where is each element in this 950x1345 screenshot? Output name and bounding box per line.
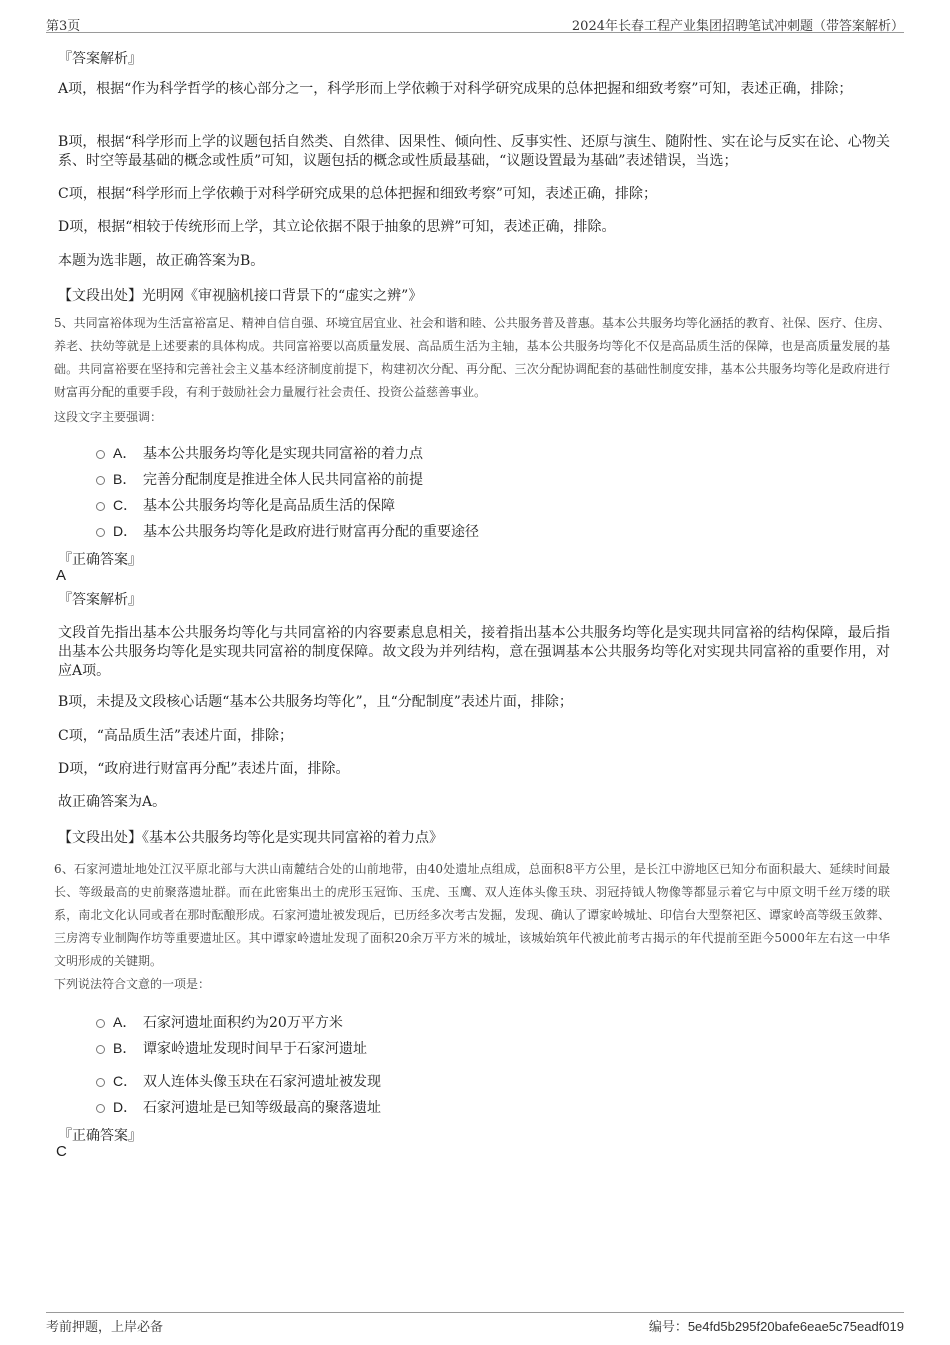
option-text: 基本公共服务均等化是实现共同富裕的着力点 — [143, 446, 423, 462]
q5-option-c[interactable] — [96, 495, 395, 515]
q5-conclusion: 故正确答案为A。 — [58, 794, 167, 810]
option-text: 石家河遗址是已知等级最高的聚落遗址 — [143, 1100, 381, 1116]
radio-icon[interactable] — [96, 1019, 105, 1028]
q6-option-b[interactable] — [96, 1038, 367, 1058]
page-header — [46, 12, 904, 33]
q6-option-d[interactable] — [96, 1097, 381, 1117]
page-footer — [46, 1312, 904, 1335]
option-letter: A． — [113, 445, 137, 461]
option-letter: B． — [113, 1040, 137, 1056]
q5-analysis-b: B项，未提及文段核心话题“基本公共服务均等化”，且“分配制度”表述片面，排除； — [58, 694, 573, 710]
q5-option-d[interactable] — [96, 521, 479, 541]
q4-conclusion: 本题为选非题，故正确答案为B。 — [58, 253, 265, 269]
q4-analysis-label: 『答案解析』 — [58, 51, 142, 67]
page-number: 第3页 — [46, 19, 81, 34]
q6-answer: C — [56, 1143, 67, 1160]
option-letter: D． — [113, 1099, 138, 1115]
radio-icon[interactable] — [96, 1104, 105, 1113]
q5-analysis: 文段首先指出基本公共服务均等化与共同富裕的内容要素息息相关，接着指出基本公共服务均等化是实现共同富裕的结构保障，最后指出基本公共服务均等化是实现共同富裕的制度保障。故文段为并列结构，意在强调基本公共服务均等化对实现共同富裕的重要作用，对应A项。 — [58, 625, 890, 679]
option-letter: C． — [113, 1073, 138, 1089]
option-letter: D． — [113, 523, 138, 539]
option-text: 完善分配制度是推进全体人民共同富裕的前提 — [143, 472, 423, 488]
q5-answer-label: 『正确答案』 — [58, 552, 142, 568]
q6-answer-label: 『正确答案』 — [58, 1128, 142, 1144]
radio-icon[interactable] — [96, 476, 105, 485]
q4-analysis-c: C项，根据“科学形而上学依赖于对科学研究成果的总体把握和细致考察”可知，表述正确，排除； — [58, 186, 658, 202]
radio-icon[interactable] — [96, 528, 105, 537]
q6-stem: 6、石家河遗址地处江汉平原北部与大洪山南麓结合处的山前地带，由40处遗址点组成，总面积8平方公里，是长江中游地区已知分布面积最大、延续时间最长、等级最高的史前聚落遗址群。而在此密集出土的虎形玉冠饰、玉虎、玉鹰、双人连体头像玉玦、羽冠持钺人物像等都显示着它与中原文明千丝万缕的联系，南北文化认同或者在那时酝酿形成。石家河遗址被发现后，已历经多次考古发掘，发现、确认了谭家岭城址、印信台大型祭祀区、谭家岭高等级玉敛葬、三房湾专业制陶作坊等重要遗址区。其中谭家岭遗址发现了面积20余万平方米的城址，该城始筑年代被此前考古揭示的年代提前至距今5000年左右这一中华文明形成的关键期。 — [54, 862, 890, 968]
radio-icon[interactable] — [96, 1045, 105, 1054]
option-letter: C． — [113, 497, 138, 513]
document-code: 编号：5e4fd5b295f20bafe6eae5c75eadf019 — [648, 1319, 904, 1334]
q5-stem: 5、共同富裕体现为生活富裕富足、精神自信自强、环境宜居宜业、社会和谐和睦、公共服务普及普惠。基本公共服务均等化涵括的教育、社保、医疗、住房、养老、扶幼等就是上述要素的具体构成。共同富裕要以高质量发展、高品质生活为主轴，基本公共服务均等化不仅是高品质生活的保障，也是高质量发展的基础。共同富裕要在坚持和完善社会主义基本经济制度前提下，构建初次分配、再分配、三次分配协调配套的基础性制度安排，基本公共服务均等化是政府进行财富再分配的重要手段，有利于鼓励社会力量履行社会责任、投资公益慈善事业。 — [54, 316, 890, 399]
q5-option-a[interactable] — [96, 443, 423, 463]
q6-option-a[interactable] — [96, 1012, 343, 1032]
q6-ask: 下列说法符合文意的一项是： — [54, 977, 211, 991]
q5-source: 【文段出处】《基本公共服务均等化是实现共同富裕的着力点》 — [58, 830, 443, 846]
q6-option-c[interactable] — [96, 1071, 381, 1091]
q5-option-b[interactable] — [96, 469, 423, 489]
option-text: 谭家岭遗址发现时间早于石家河遗址 — [143, 1041, 367, 1057]
q5-analysis-d: D项，“政府进行财富再分配”表述片面，排除。 — [58, 761, 350, 777]
option-letter: A． — [113, 1014, 137, 1030]
radio-icon[interactable] — [96, 450, 105, 459]
q5-analysis-c: C项，“高品质生活”表述片面，排除； — [58, 728, 294, 744]
document-title: 2024年长春工程产业集团招聘笔试冲刺题（带答案解析） — [571, 19, 904, 34]
option-text: 石家河遗址面积约为20万平方米 — [143, 1015, 343, 1031]
radio-icon[interactable] — [96, 502, 105, 511]
footer-slogan: 考前押题，上岸必备 — [46, 1320, 164, 1335]
q4-analysis-d: D项，根据“相较于传统形而上学，其立论依据不限于抽象的思辨”可知，表述正确，排除。 — [58, 219, 616, 235]
option-text: 基本公共服务均等化是政府进行财富再分配的重要途径 — [143, 524, 479, 540]
q4-source: 【文段出处】光明网《审视脑机接口背景下的“虚实之辨”》 — [58, 288, 423, 304]
option-text: 双人连体头像玉玦在石家河遗址被发现 — [143, 1074, 381, 1090]
q5-analysis-label: 『答案解析』 — [58, 592, 142, 608]
q5-ask: 这段文字主要强调： — [54, 410, 163, 424]
option-text: 基本公共服务均等化是高品质生活的保障 — [143, 498, 395, 514]
radio-icon[interactable] — [96, 1078, 105, 1087]
q4-analysis-b: B项，根据“科学形而上学的议题包括自然类、自然律、因果性、倾向性、反事实性、还原与演生、随附性、实在论与反实在论、心物关系、时空等最基础的概念或性质”可知，议题包括的概念或性质最基础，“议题设置最为基础”表述错误，当选； — [58, 134, 890, 169]
q4-analysis-a: A项，根据“作为科学哲学的核心部分之一，科学形而上学依赖于对科学研究成果的总体把握和细致考察”可知，表述正确，排除； — [58, 81, 853, 97]
option-letter: B． — [113, 471, 137, 487]
q5-answer: A — [56, 567, 67, 584]
